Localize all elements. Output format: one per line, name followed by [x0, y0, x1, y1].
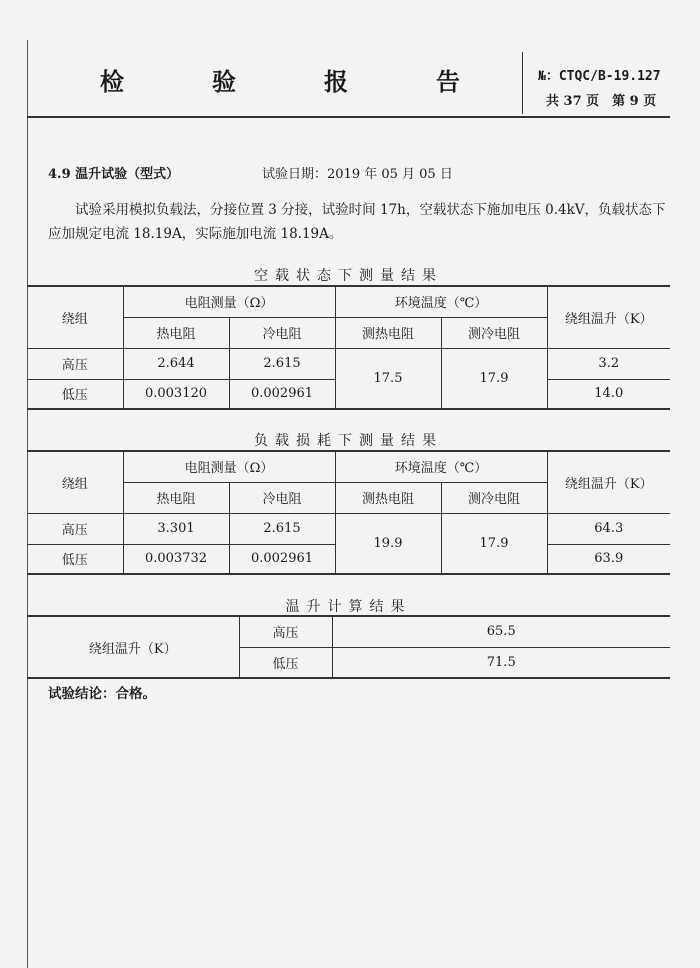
table-row — [27, 513, 670, 544]
header-hot-resistance: 热电阻 — [123, 317, 229, 348]
header-rule — [27, 116, 670, 118]
test-date: 试验日期：2019 年 05 月 05 日 — [262, 167, 453, 182]
report-title — [100, 62, 460, 97]
title-char: 检 — [100, 67, 124, 96]
calc-table — [27, 615, 670, 679]
header-winding: 绕组 — [27, 286, 123, 348]
cell-rise: 63.9 — [547, 544, 670, 574]
table-row — [27, 616, 670, 647]
calc-label: 绕组温升（K） — [27, 616, 239, 678]
cell-cold: 2.615 — [229, 513, 335, 544]
row-winding: 高压 — [239, 616, 332, 647]
row-winding: 低压 — [27, 544, 123, 574]
header-cold-resistance: 冷电阻 — [229, 317, 335, 348]
header-ambient: 环境温度（℃） — [335, 451, 547, 482]
table-row — [27, 348, 670, 379]
title-char: 告 — [436, 67, 460, 96]
cell-cold: 2.615 — [229, 348, 335, 379]
header-rise: 绕组温升（K） — [547, 451, 670, 513]
header-ambient-cold: 测冷电阻 — [441, 317, 547, 348]
cell-value: 65.5 — [332, 616, 670, 647]
cell-ambient-hot: 19.9 — [335, 513, 441, 574]
cell-rise: 14.0 — [547, 379, 670, 409]
cell-cold: 0.002961 — [229, 379, 335, 409]
cell-hot: 3.301 — [123, 513, 229, 544]
cell-ambient-cold: 17.9 — [441, 348, 547, 409]
test-description: 试验采用模拟负载法，分接位置 3 分接，试验时间 17h，空载状态下施加电压 0.4kV，负载状态下应加规定电流 18.19A，实际施加电流 18.19A。 — [48, 202, 666, 242]
cell-ambient-hot: 17.5 — [335, 348, 441, 409]
header-ambient-cold: 测冷电阻 — [441, 482, 547, 513]
header-resistance: 电阻测量（Ω） — [123, 451, 335, 482]
noload-caption: 空载状态下测量结果 — [254, 268, 443, 284]
calc-caption: 温升计算结果 — [285, 599, 412, 615]
header-hot-resistance: 热电阻 — [123, 482, 229, 513]
header-ambient: 环境温度（℃） — [335, 286, 547, 317]
title-char: 验 — [212, 67, 236, 96]
cell-cold: 0.002961 — [229, 544, 335, 574]
header-ambient-hot: 测热电阻 — [335, 482, 441, 513]
header-resistance: 电阻测量（Ω） — [123, 286, 335, 317]
load-table — [27, 450, 670, 575]
cell-value: 71.5 — [332, 647, 670, 678]
cell-hot: 0.003120 — [123, 379, 229, 409]
cell-hot: 0.003732 — [123, 544, 229, 574]
cell-ambient-cold: 17.9 — [441, 513, 547, 574]
header-ambient-hot: 测热电阻 — [335, 317, 441, 348]
load-caption: 负载损耗下测量结果 — [254, 433, 443, 449]
row-winding: 低压 — [239, 647, 332, 678]
test-conclusion: 试验结论：合格。 — [48, 686, 156, 702]
header-winding: 绕组 — [27, 451, 123, 513]
noload-table — [27, 285, 670, 410]
page-info: 共 37 页 第 9 页 — [546, 94, 657, 109]
title-char: 报 — [324, 67, 348, 96]
header-cold-resistance: 冷电阻 — [229, 482, 335, 513]
cell-rise: 64.3 — [547, 513, 670, 544]
section-title: 4.9 温升试验（型式） — [48, 167, 180, 182]
row-winding: 低压 — [27, 379, 123, 409]
row-winding: 高压 — [27, 513, 123, 544]
row-winding: 高压 — [27, 348, 123, 379]
header-divider — [522, 52, 523, 114]
cell-hot: 2.644 — [123, 348, 229, 379]
cell-rise: 3.2 — [547, 348, 670, 379]
header-rise: 绕组温升（K） — [547, 286, 670, 348]
document-number: №：CTQC/B-19.127 — [538, 69, 661, 84]
